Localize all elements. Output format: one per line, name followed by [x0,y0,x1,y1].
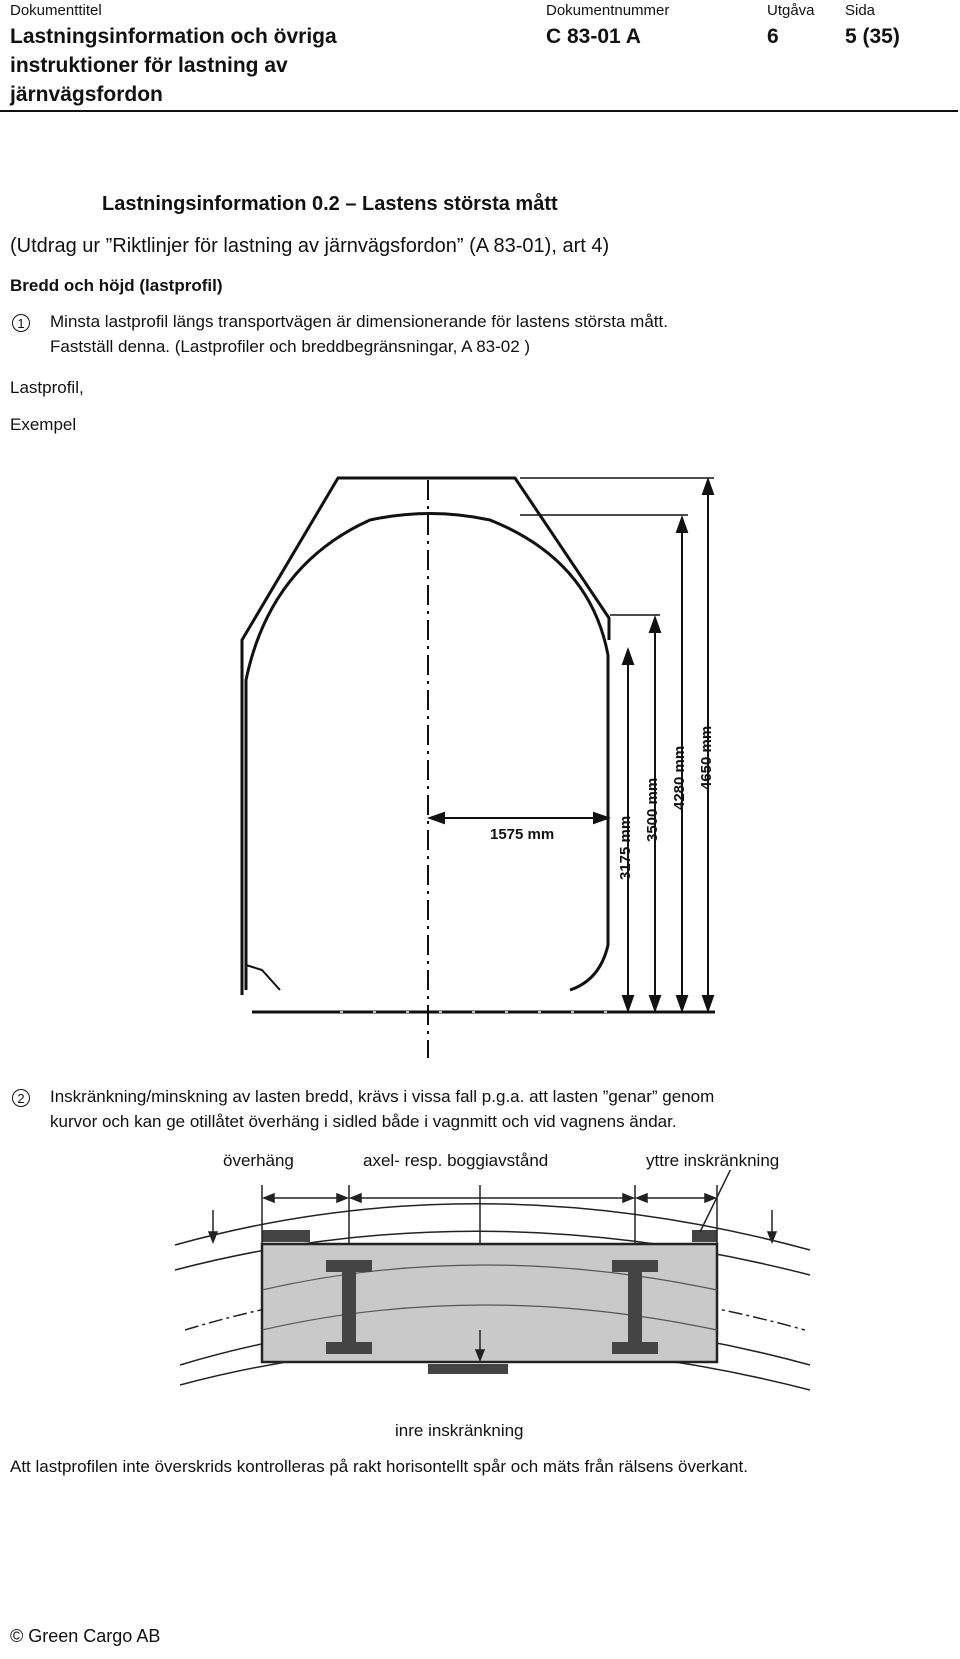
curve-overhang-diagram [0,1170,960,1420]
doc-title-label: Dokumenttitel [10,2,102,19]
item-number-2 [12,1089,30,1108]
doc-number-label: Dokumentnummer [546,2,670,19]
width-dimension-label: 1575 mm [490,826,555,843]
subheading: (Utdrag ur ”Riktlinjer för lastning av järnvägsfordon” (A 83-01), art 4) [10,235,610,257]
edition-label: Utgåva [767,2,815,19]
item-text-line: Minsta lastprofil längs transportvägen är dimensionerande för lastens största mått. [50,312,668,331]
item-text-line: Fastställ denna. (Lastprofiler och breddbegränsningar, A 83-02 ) [50,337,531,356]
edition-value: 6 [767,25,779,48]
side-label-lastprofil: Lastprofil, [10,378,84,397]
doc-title-line: instruktioner för lastning av [10,54,288,77]
doc-title-line: järnvägsfordon [10,83,163,106]
page-number: 5 (35) [845,25,900,48]
item-2-text [50,1084,714,1134]
doc-title-line: Lastningsinformation och övriga [10,25,337,48]
section-title: Bredd och höjd (lastprofil) [10,276,223,295]
doc-number: C 83-01 A [546,25,641,48]
bogie-right [628,1260,642,1354]
profile-bottom-step [246,965,280,990]
page-heading: Lastningsinformation 0.2 – Lastens största mått [102,193,558,215]
item-text-line: Inskränkning/minskning av lasten bredd, krävs i vissa fall p.g.a. att lasten ”genar” genom [50,1087,715,1106]
label-axle-distance: axel- resp. boggiavstånd [363,1151,549,1170]
height-label-3175: 3175 mm [617,815,634,880]
circled-number: 1 [12,314,30,332]
height-label-4650: 4650 mm [698,725,715,790]
item-text-line: kurvor och kan ge otillåtet överhäng i sidled både i vagnmitt och vid vagnens ändar. [50,1112,677,1131]
label-overhang: överhäng [223,1151,294,1170]
height-label-4280: 4280 mm [671,745,688,810]
side-label-exempel: Exempel [10,415,77,434]
copyright: © Green Cargo AB [10,1626,161,1646]
label-inner-restriction: inre inskränkning [395,1421,524,1440]
label-outer-restriction: yttre inskränkning [646,1151,780,1170]
page-label: Sida [845,2,876,19]
bogie-left [342,1260,356,1354]
footer-note: Att lastprofilen inte överskrids kontrolleras på rakt horisontellt spår och mäts från rälsens överkant. [10,1457,748,1476]
outer-profile-outline [242,478,609,995]
circled-number: 2 [12,1089,30,1107]
height-label-3500: 3500 mm [644,777,661,842]
